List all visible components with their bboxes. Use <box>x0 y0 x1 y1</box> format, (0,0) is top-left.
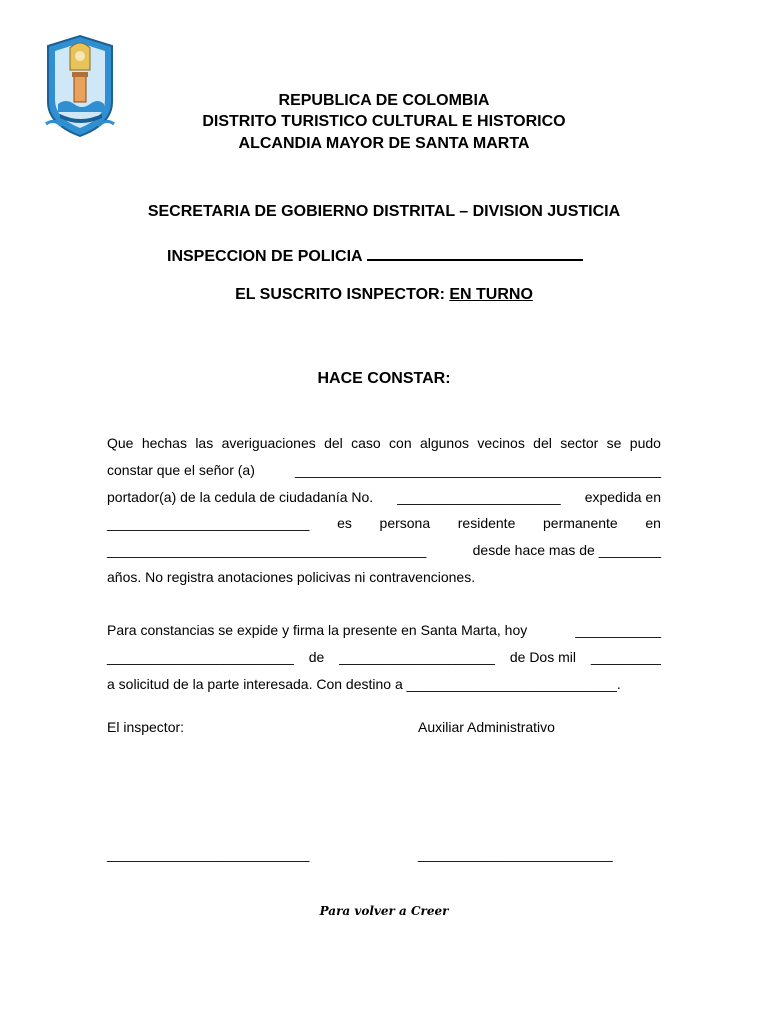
year-blank[interactable]: _________ <box>590 648 661 665</box>
word: del <box>533 435 552 451</box>
word: persona <box>379 515 431 532</box>
word: algunos <box>419 435 469 451</box>
cedula-number-blank[interactable]: _____________________ <box>397 488 561 505</box>
day-continued-blank[interactable]: ________________________ <box>107 648 294 665</box>
word: caso <box>351 435 381 451</box>
senor-name-blank[interactable]: _______________________________________________ <box>295 461 661 478</box>
word: sector <box>560 435 599 451</box>
paragraph-1-line-5 <box>107 537 661 564</box>
inspector-label: El inspector: <box>107 719 185 735</box>
cedula-label: portador(a) de la cedula de ciudadanía No. <box>107 488 374 505</box>
years-phrase: desde hace mas de ________ <box>472 542 661 559</box>
word: pudo <box>629 435 661 451</box>
inspeccion-line <box>167 245 583 266</box>
inspector-signature-line[interactable]: __________________________ <box>107 846 310 862</box>
word: permanente <box>543 515 618 532</box>
de-dos-mil-text: de Dos mil <box>509 648 576 665</box>
header-line-3: ALCANDIA MAYOR DE SANTA MARTA <box>238 135 530 152</box>
header-line-1: REPUBLICA DE COLOMBIA <box>278 92 490 109</box>
residence-blank[interactable]: _________________________________________ <box>107 542 427 559</box>
paragraph-2 <box>107 617 661 697</box>
expedida-place-blank[interactable]: __________________________ <box>107 515 310 532</box>
paragraph-1 <box>107 430 661 591</box>
de-word: de <box>308 648 325 665</box>
suscrito-label: EL SUSCRITO ISNPECTOR: <box>235 286 445 303</box>
paragraph-1-line-2 <box>107 457 661 484</box>
suscrito-value: EN TURNO <box>449 286 533 303</box>
word: es <box>337 515 352 532</box>
constancias-text: Para constancias se expide y firma la presente en Santa Marta, hoy <box>107 622 528 638</box>
word: hechas <box>141 435 187 451</box>
word: del <box>324 435 343 451</box>
month-blank[interactable]: ____________________ <box>339 648 495 665</box>
paragraph-2-line-2 <box>107 644 661 671</box>
senor-label: constar que el señor (a) <box>107 461 255 478</box>
word: averiguaciones <box>221 435 316 451</box>
paragraph-1-line-4 <box>107 510 661 537</box>
inspeccion-label: INSPECCION DE POLICIA <box>167 248 363 265</box>
word: residente <box>457 515 516 532</box>
day-blank[interactable]: ___________ <box>575 622 661 638</box>
word: vecinos <box>477 435 525 451</box>
paragraph-2-line-1 <box>107 617 661 644</box>
suscrito-line <box>0 286 768 304</box>
word: en <box>645 515 661 532</box>
word: las <box>195 435 214 451</box>
expedida-label: expedida en <box>584 488 661 505</box>
secretaria-title: SECRETARIA DE GOBIERNO DISTRITAL – DIVISION JUSTICIA <box>147 203 621 220</box>
hace-constar-heading: HACE CONSTAR: <box>317 370 451 387</box>
auxiliar-signature-line[interactable]: _________________________ <box>418 846 613 862</box>
destino-sentence: a solicitud de la parte interesada. Con destino a ___________________________. <box>107 675 621 692</box>
word: Que <box>107 435 134 451</box>
header-line-2: DISTRITO TURISTICO CULTURAL E HISTORICO <box>202 113 566 130</box>
auxiliar-label: Auxiliar Administrativo <box>418 719 555 735</box>
inspeccion-blank-field[interactable] <box>367 245 583 261</box>
paragraph-2-line-3 <box>107 671 661 698</box>
paragraph-1-line-3 <box>107 484 661 511</box>
no-record-sentence: años. No registra anotaciones policivas ni contravenciones. <box>107 568 476 585</box>
paragraph-1-line-6 <box>107 564 661 591</box>
word: con <box>389 435 412 451</box>
word: se <box>606 435 622 451</box>
footer-slogan: Para volver a Creer <box>319 904 449 918</box>
paragraph-1-line-1 <box>107 430 661 457</box>
